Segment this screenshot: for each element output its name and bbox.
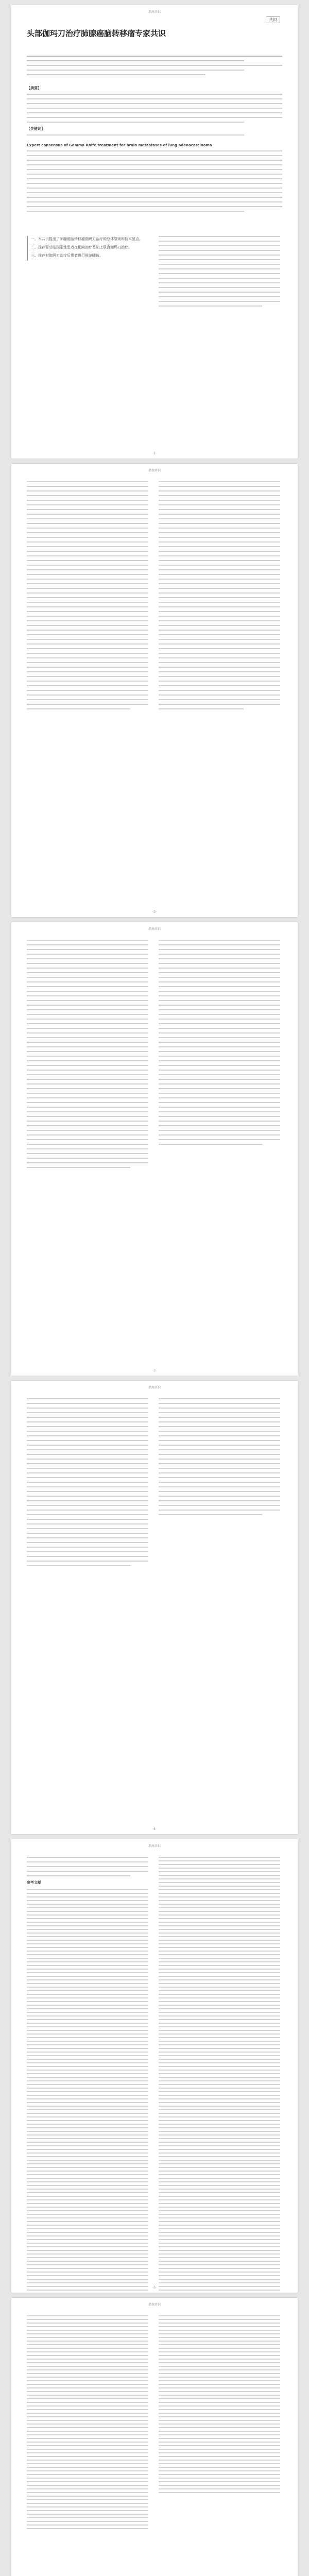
references-col-right bbox=[159, 2315, 280, 2496]
paper-title: 头部伽玛刀治疗肺腺癌脑转移瘤专家共识 bbox=[27, 29, 166, 38]
body-col-right bbox=[159, 1398, 280, 1519]
english-title: Expert consensus of Gamma Knife treatment for brain metastases of lung adenocarcinoma bbox=[27, 143, 212, 147]
body-col-left bbox=[27, 1398, 148, 1570]
references-col-left bbox=[27, 2315, 148, 2532]
page-running-header: 指南共识 bbox=[148, 1844, 161, 1848]
author-block bbox=[27, 56, 282, 79]
references-col-right bbox=[159, 1857, 280, 2293]
paper-page-4 bbox=[11, 1381, 298, 1834]
page-running-header: 指南共识 bbox=[148, 10, 161, 14]
paper-page-2 bbox=[11, 464, 298, 917]
references-heading: 参考文献 bbox=[27, 1880, 41, 1885]
paper-page-5 bbox=[11, 1839, 298, 2293]
abstract-heading: 【摘要】 bbox=[27, 86, 41, 90]
abstract-en bbox=[27, 140, 282, 215]
paper-page-6 bbox=[11, 2298, 298, 2576]
body-col-right bbox=[159, 940, 280, 1148]
page-number: ·4· bbox=[152, 1827, 157, 1831]
page-number: ·2· bbox=[152, 910, 157, 914]
page-running-header: 指南共识 bbox=[148, 1386, 161, 1389]
page-number: ·3· bbox=[152, 1369, 157, 1372]
keywords-heading: 【关键词】 bbox=[27, 127, 45, 131]
abstract-cn bbox=[27, 82, 282, 139]
paper-page-3 bbox=[11, 922, 298, 1376]
body-col-right bbox=[159, 481, 280, 713]
body-col-right bbox=[159, 236, 280, 310]
highlight-3: 三、推荐对伽玛刀治疗后患者进行规范随访。 bbox=[31, 253, 103, 258]
body-col-left bbox=[27, 1857, 148, 2293]
page-number: ·5· bbox=[152, 2286, 157, 2290]
highlight-1: 一、本共识提出了肺腺癌脑转移瘤伽玛刀治疗的总体原则和技术要点。 bbox=[31, 237, 143, 241]
highlight-2: 二、推荐驱动基因阳性患者在靶向治疗基础上联合伽玛刀治疗。 bbox=[31, 245, 132, 249]
body-col-left bbox=[27, 481, 148, 713]
page-running-header: 指南共识 bbox=[148, 2303, 161, 2307]
highlights-box bbox=[27, 236, 152, 261]
paper-page-1 bbox=[11, 5, 298, 459]
page-running-header: 指南共识 bbox=[148, 469, 161, 472]
page-number: ·1· bbox=[152, 452, 157, 455]
page-running-header: 指南共识 bbox=[148, 927, 161, 931]
section-tag: 共识 bbox=[266, 16, 280, 23]
body-col-left bbox=[27, 940, 148, 1172]
